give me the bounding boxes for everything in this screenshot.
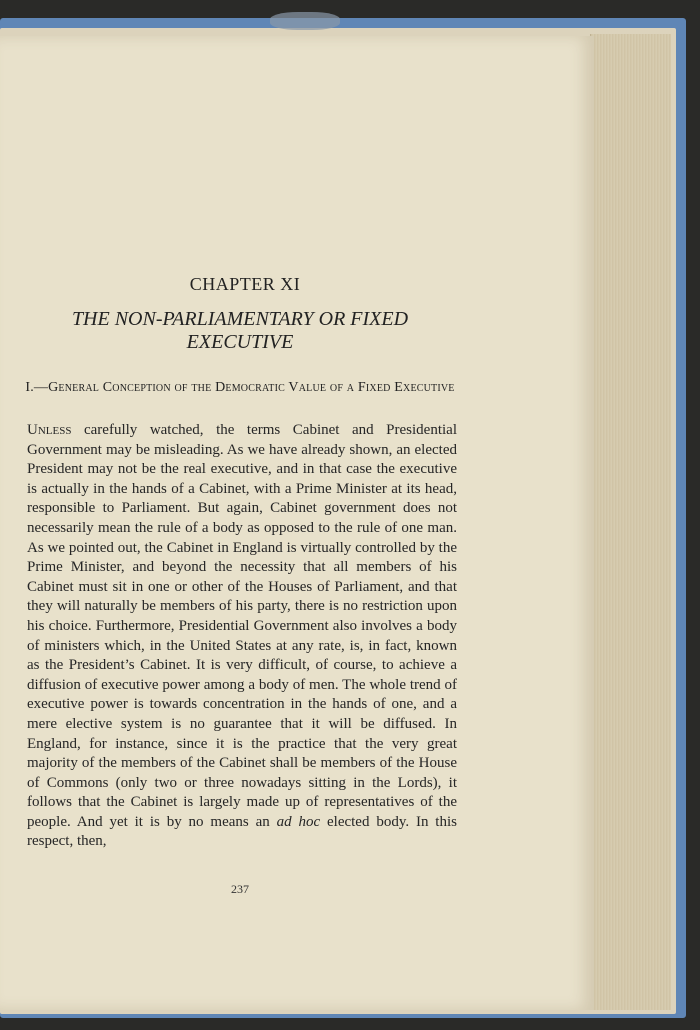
lead-word: Unless (27, 422, 72, 438)
body-paragraph (27, 421, 457, 852)
chapter-title: THE NON-PARLIAMENTARY OR FIXED EXECUTIVE (71, 308, 409, 353)
page-edges (590, 34, 671, 1010)
paragraph-text-1: carefully watched, the terms Cabinet and Presidential Government may be misleading. As we have already shown, an elected President may not be the real executive, and in that case the executive is actually in the hands of a Cabinet, with a Prime Minister at its head, responsible to Parliament. But again, Cabinet government does not necessarily mean the rule of a body as opposed to the rule of one man. As we pointed out, the Cabinet in England is virtually controlled by the Prime Minister, and beyond the necessity that all members of his Cabinet must sit in one or other of the Houses of Parliament, and that they will naturally be members of his party, there is no restriction upon his choice. Furthermore, Presidential Government also involves a body of ministers which, in the United States at any rate, is, in fact, known as the President’s Cabinet. It is very difficult, of course, to achieve a diffusion of executive power among a body of men. The whole trend of executive power is towards concentration in the hands of one, and a mere elective system is no guarantee that it will be diffused. In England, for instance, since it is the practice that the very great majority of the members of the Cabinet shall be members of the House of Commons (only two or three nowadays sitting in the Lords), it follows that the Cabinet is largely made up of representatives of the people. And yet it is by no means an (27, 422, 457, 830)
chapter-heading: CHAPTER XI (189, 274, 301, 294)
cover-stain (270, 12, 340, 30)
section-heading: I.—General Conception of the Democratic Value of a Fixed Executive (25, 380, 455, 395)
paragraph-text-2: elected body. In this respect, then, (27, 813, 457, 850)
book-page (0, 36, 594, 1010)
italic-phrase: ad hoc (276, 813, 321, 830)
page-number: 237 (231, 882, 249, 896)
